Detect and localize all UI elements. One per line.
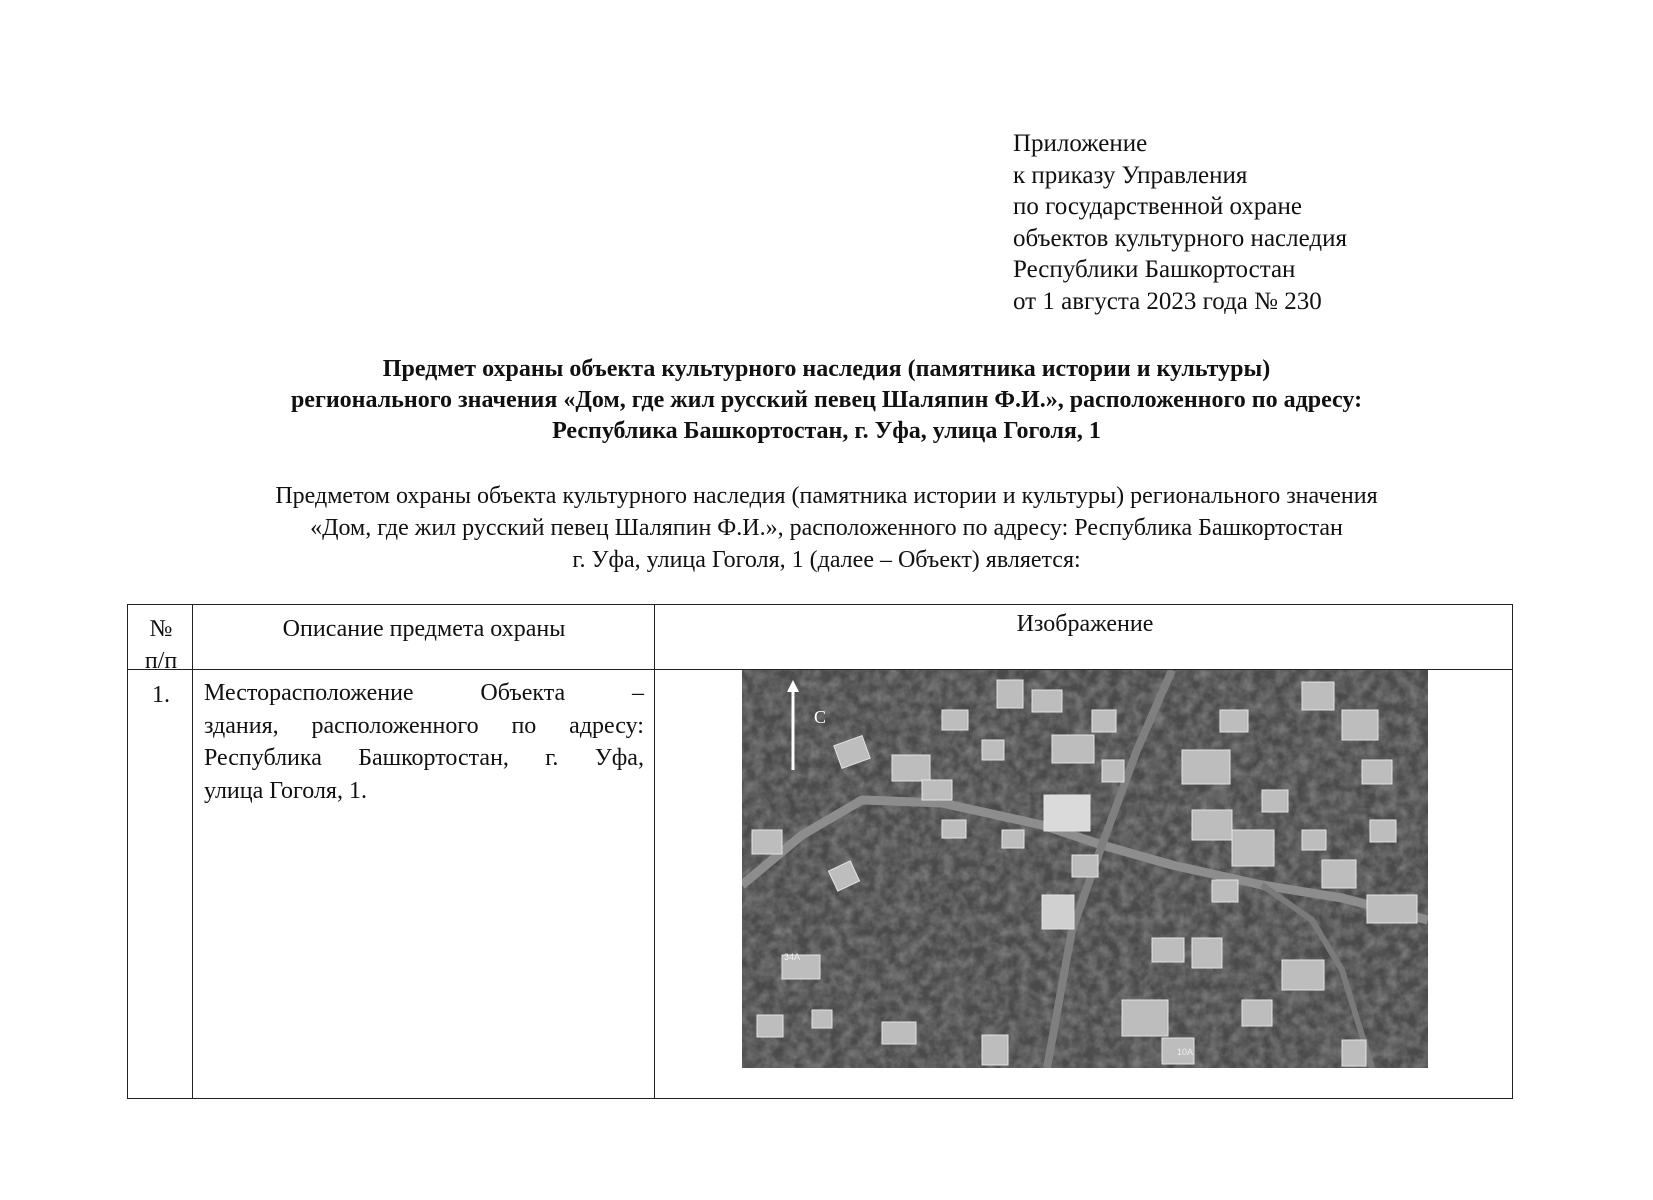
title-line: регионального значения «Дом, где жил русский певец Шаляпин Ф.И.», расположенного по адресу: — [290, 387, 1363, 413]
description-word: расположенного — [311, 712, 479, 739]
appendix-block — [1013, 128, 1347, 317]
north-label: С — [814, 707, 827, 727]
appendix-line: Приложение — [1013, 130, 1148, 157]
title-line: Республика Башкортостан, г. Уфа, улица Гоголя, 1 — [552, 418, 1101, 444]
header-num-line2: п/п — [144, 648, 178, 674]
document-title — [0, 354, 1653, 447]
description-word: Объекта — [480, 680, 566, 706]
row-description — [204, 677, 644, 807]
description-word: улица Гоголя, 1. — [204, 777, 367, 804]
aerial-map-drawing — [742, 670, 1428, 1068]
description-line — [204, 775, 644, 808]
appendix-line: от 1 августа 2023 года № 230 — [1013, 287, 1322, 315]
description-line — [204, 710, 644, 743]
title-line: Предмет охраны объекта культурного наследия (памятника истории и культуры) — [382, 356, 1271, 382]
header-image: Изображение — [1016, 611, 1154, 637]
column-divider — [654, 605, 655, 1098]
appendix-line: объектов культурного наследия — [1013, 224, 1347, 252]
aerial-map-image — [742, 670, 1428, 1068]
header-num — [128, 613, 194, 677]
description-word: Республика — [204, 745, 322, 771]
header-num-line1: № — [149, 616, 173, 642]
description-word: – — [632, 680, 644, 706]
intro-line: Предметом охраны объекта культурного наследия (памятника истории и культуры) регионального значения — [275, 483, 1378, 509]
map-label: 34А — [784, 952, 801, 962]
description-line — [204, 677, 644, 710]
description-word: здания, — [204, 712, 279, 739]
description-word: г. — [545, 745, 559, 771]
description-word: Башкортостан, — [358, 745, 509, 771]
description-word: по — [511, 712, 537, 739]
description-word: адресу: — [569, 712, 644, 739]
intro-line: г. Уфа, улица Гоголя, 1 (далее – Объект) является: — [572, 547, 1081, 573]
intro-paragraph — [0, 480, 1653, 576]
appendix-line: по государственной охране — [1013, 193, 1303, 220]
appendix-line: Республики Башкортостан — [1013, 256, 1296, 283]
header-description: Описание предмета охраны — [282, 616, 566, 642]
map-label: 10А — [1177, 1047, 1194, 1057]
row-number: 1. — [152, 682, 170, 708]
intro-line: «Дом, где жил русский певец Шаляпин Ф.И.», расположенного по адресу: Республика Башкортостан — [310, 515, 1343, 541]
appendix-line: к приказу Управления — [1013, 161, 1248, 189]
description-word: Уфа, — [594, 745, 644, 771]
description-word: Месторасположение — [204, 680, 414, 706]
description-line — [204, 742, 644, 775]
